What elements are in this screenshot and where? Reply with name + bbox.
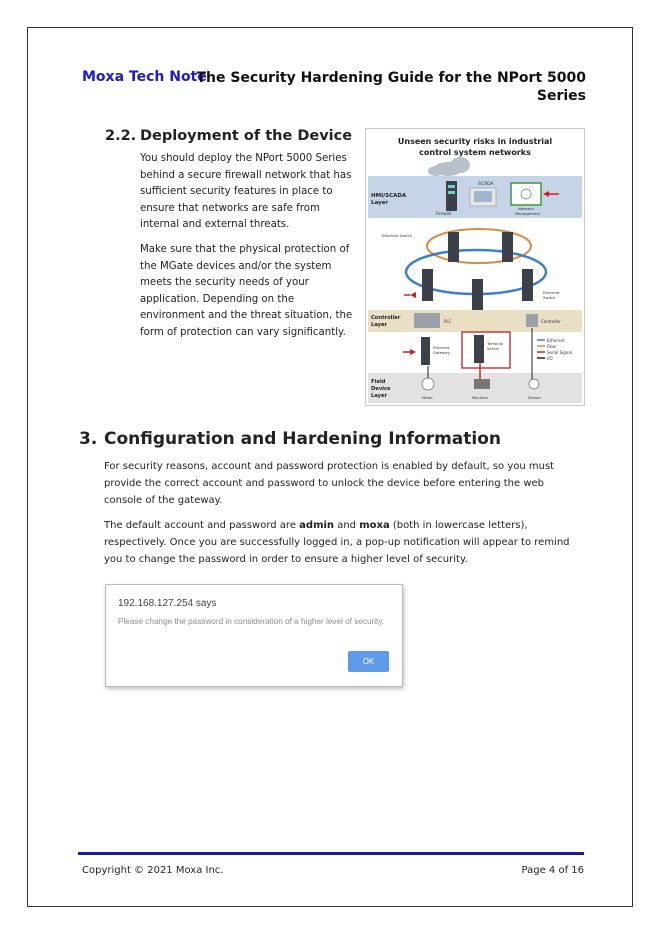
section-3-body — [104, 458, 574, 576]
section-2-2-para-2: Make sure that the physical protection of the MGate devices and/or the system meets the security needs of your application. Depending on the environment and the threat situation, the form of protection can vary significantly. — [140, 243, 353, 338]
para2-text-b: and — [334, 520, 360, 531]
label-ethernet-switch-right-1: Ethernet — [543, 290, 560, 295]
ethernet-switch-2 — [502, 232, 513, 262]
ethernet-gateway-device — [421, 337, 430, 365]
footer-divider — [78, 852, 584, 855]
label-gateway-2: Gateway — [433, 350, 450, 355]
label-netmgmt-2: Management — [515, 211, 541, 216]
terminal-server-highlight — [462, 332, 510, 368]
label-plc: PLC — [444, 319, 452, 324]
terminal-server-device — [474, 335, 484, 363]
ethernet-switch-1 — [448, 232, 459, 262]
network-diagram — [366, 129, 584, 405]
network-diagram-figure — [365, 128, 585, 406]
label-machine: Machine — [472, 395, 488, 400]
dialog-title: 192.168.127.254 says — [118, 598, 217, 609]
fiber-ring — [427, 229, 531, 263]
section-3-number: 3. — [79, 429, 98, 449]
legend-serial: Serial Signal — [547, 350, 572, 355]
label-terminal-1: Terminal — [487, 341, 504, 346]
label-sensor: Sensor — [528, 395, 542, 400]
cloud-icon — [428, 157, 470, 176]
para2-text-c: (both in lowercase letters), respectively. Once you are successfully logged in, a pop-up notification will appear to remind you to change the password in order to ensure a higher level of security. — [104, 520, 570, 565]
label-scada: SCADA — [478, 182, 494, 187]
field-layer-label-2: Device — [371, 386, 391, 392]
footer-copyright: Copyright © 2021 Moxa Inc. — [82, 865, 224, 876]
section-2-2-body — [140, 151, 354, 350]
footer-page-number: Page 4 of 16 — [521, 865, 584, 876]
label-controller: Controller — [541, 319, 561, 324]
figure-title-line1: Unseen security risks in industrial — [397, 137, 553, 146]
label-terminal-2: Server — [487, 346, 500, 351]
dialog-message: Please change the password in consideration of a higher level of security. — [118, 617, 385, 626]
label-netmgmt-1: Network — [518, 206, 534, 211]
section-3-para-1: For security reasons, account and password protection is enabled by default, so you must provide the correct account and password to unlock the device before entering the web console of the gateway. — [104, 461, 555, 506]
section-2-2-number: 2.2. — [105, 128, 137, 144]
hmi-layer-label: HMI/SCADA — [371, 193, 407, 199]
label-ethernet-switch: Ethernet Switch — [382, 233, 413, 238]
default-account: admin — [299, 520, 335, 531]
password-change-dialog — [105, 584, 403, 687]
controller-layer-label: Controller — [371, 315, 401, 321]
legend-ethernet: Ethernet — [547, 338, 565, 343]
header-title — [186, 69, 586, 105]
section-2-2-para-1: You should deploy the NPort 5000 Series behind a secure firewall network that has sufficient security features in place to ensure that networks are safe from internal and external threats. — [140, 153, 352, 231]
header-title-line1: The Security Hardening Guide for the NPort 5000 — [196, 70, 586, 86]
section-2-2-title: Deployment of the Device — [140, 128, 353, 144]
plc-device — [414, 313, 440, 328]
ok-button[interactable]: OK — [348, 651, 389, 672]
section-3-para-2 — [104, 517, 574, 568]
section-3-title: Configuration and Hardening Information — [104, 429, 502, 449]
field-layer-label-3: Layer — [371, 393, 388, 399]
ethernet-switch-3 — [422, 269, 433, 301]
controller-device — [526, 314, 538, 327]
field-layer-label: Field — [371, 379, 386, 385]
label-meter: Meter — [422, 395, 433, 400]
sensor-icon — [529, 379, 539, 389]
network-management-station — [511, 183, 541, 205]
legend-fiber: Fiber — [547, 344, 557, 349]
label-gateway-1: Ethernet — [433, 345, 450, 350]
ethernet-switch-4 — [472, 279, 483, 311]
default-password: moxa — [359, 520, 390, 531]
ethernet-switch-5 — [522, 269, 533, 301]
machine-icon — [474, 379, 490, 389]
label-ethernet-switch-right-2: Switch — [543, 295, 556, 300]
figure-title-line2: control system networks — [419, 148, 531, 157]
controller-layer-label-2: Layer — [371, 322, 388, 328]
para2-text-a: The default account and password are — [104, 520, 300, 531]
header-title-line2: Series — [536, 88, 586, 104]
label-firewall: Firewall — [436, 211, 452, 216]
meter-icon — [422, 378, 434, 390]
legend-io: I/O — [547, 356, 553, 361]
hmi-layer-label-2: Layer — [371, 200, 389, 206]
header-brand: Moxa Tech Note — [82, 69, 207, 85]
